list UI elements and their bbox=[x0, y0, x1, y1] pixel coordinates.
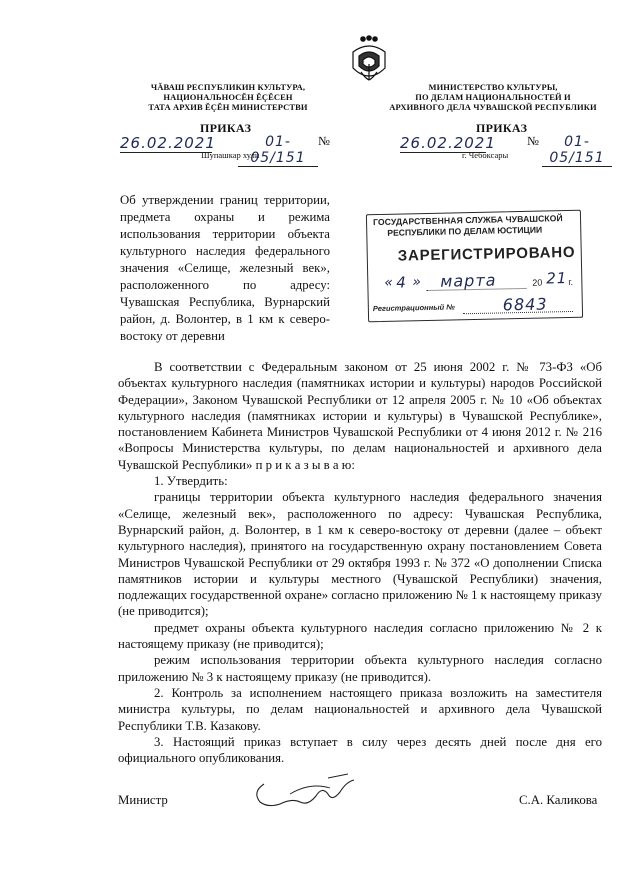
header-left-order-label: ПРИКАЗ bbox=[200, 121, 252, 135]
header-left-date: 26.02.2021 bbox=[120, 134, 216, 152]
body-item-1a: границы территории объекта культурного наследия федерального значения «Селище, железный век», расположенного по адресу: Чувашская Республика, Вурнарский район, д. Волонтер, в 1 км к северо-востоку от деревни (далее – объект культурного наследия), принятого на государственную охрану постановлением Совета Министров Чувашской Республики от 29 октября 1993 г. № 372 «О дополнении Списка памятников истории и культуры местного (Чувашской Республики) значения, подлежащих государственной охране» согласно приложению № 1 к настоящему приказу (не приводится); bbox=[118, 490, 602, 619]
stamp-line-1: ГОСУДАРСТВЕННАЯ СЛУЖБА ЧУВАШСКОЙ bbox=[372, 213, 563, 228]
header-left-date-line bbox=[120, 152, 212, 153]
stamp-reg-label: Регистрационный № bbox=[372, 302, 455, 314]
document-body bbox=[118, 359, 602, 766]
signature-name: С.А. Каликова bbox=[519, 793, 598, 807]
header-left-number-line bbox=[238, 166, 318, 167]
body-preamble: В соответствии с Федеральным законом от 25 июня 2002 г. № 73-ФЗ «Об объектах культурного наследия (памятниках истории и культуры) народов Российской Федерации», Законом Чувашской Республики от 12 апреля 2005 г. № 10 «Об объектах культурного наследия (памятниках истории и культуры) в Чувашской Республике», постановлением Кабинета Министров Чувашской Республики от 4 июня 2012 г. № 216 «Вопросы Министерства культуры, по делам национальностей и архивного дела Чувашской Республики» п р и к а з ы в а ю: bbox=[118, 360, 602, 472]
header-right-city: г. Чебоксары bbox=[462, 150, 509, 160]
stamp-year: 21 bbox=[546, 269, 568, 288]
header-left-number: 01-05/151 bbox=[250, 134, 306, 166]
body-item-1c: режим использования территории объекта культурного наследия согласно приложению № 3 к настоящему приказу (не приводится). bbox=[118, 653, 602, 684]
handwritten-signature bbox=[250, 772, 360, 817]
stamp-year-prefix: 20 bbox=[532, 277, 543, 288]
header-right-line-2: ПО ДЕЛАМ НАЦИОНАЛЬНОСТЕЙ И bbox=[415, 92, 571, 102]
registration-stamp bbox=[366, 210, 583, 322]
header-left-line-1: ЧĂВАШ РЕСПУБЛИКИН КУЛЬТУРА, bbox=[150, 82, 306, 92]
stamp-registration-row bbox=[372, 294, 578, 319]
header-right-org bbox=[378, 82, 608, 112]
header-left-line-3: ТАТА АРХИВ ĔÇĔН МИНИСТЕРСТВИ bbox=[148, 102, 308, 112]
header-right-number: 01-05/151 bbox=[549, 134, 605, 166]
header-right-number-sign: № bbox=[527, 134, 539, 148]
stamp-day: 4 bbox=[396, 273, 408, 292]
signature-position: Министр bbox=[118, 793, 168, 807]
header-right-line-1: МИНИСТЕРСТВО КУЛЬТУРЫ, bbox=[428, 82, 558, 92]
header-right-order-label: ПРИКАЗ bbox=[476, 121, 528, 135]
stamp-reg-number: 6843 bbox=[502, 294, 548, 315]
body-item-2: 2. Контроль за исполнением настоящего приказа возложить на заместителя министра культуры, по делам национальностей и архивного дела Чувашской Республики Т.В. Казакову. bbox=[118, 685, 602, 733]
stamp-title: ЗАРЕГИСТРИРОВАНО bbox=[397, 243, 576, 265]
header-left-city: Шупашкар хули bbox=[201, 150, 260, 160]
document-subject: Об утверждении границ территории, предмета охраны и режима использования территории объекта культурного наследия федерального значения «Селище, железный век», расположенного по адресу: Чувашская Республика, Вурнарский район, д. Волонтер, в 1 км к северо-востоку от деревни bbox=[120, 193, 330, 343]
header-left-line-2: НАЦИОНАЛЬНОСĔН ĔÇĔСЕН bbox=[163, 92, 293, 102]
chuvash-emblem-icon bbox=[345, 34, 393, 86]
stamp-line-2: РЕСПУБЛИКИ ПО ДЕЛАМ ЮСТИЦИИ bbox=[387, 224, 543, 238]
stamp-date-row: « 4 » марта 20 21 г. bbox=[384, 269, 574, 292]
header-right-number-line bbox=[542, 166, 612, 167]
body-item-1b: предмет охраны объекта культурного наследия согласно приложению № 2 к настоящему приказу (не приводится); bbox=[118, 620, 602, 652]
stamp-month: марта bbox=[440, 270, 497, 291]
header-left-number-sign: № bbox=[318, 134, 330, 148]
body-item-1: 1. Утвердить: bbox=[154, 474, 228, 489]
body-item-3: 3. Настоящий приказ вступает в силу через десять дней после дня его официального опубликования. bbox=[118, 734, 602, 766]
header-right-line-3: АРХИВНОГО ДЕЛА ЧУВАШСКОЙ РЕСПУБЛИКИ bbox=[389, 102, 597, 112]
header-right-date: 26.02.2021 bbox=[400, 134, 496, 152]
header-left-org bbox=[128, 82, 328, 112]
stamp-year-suffix: г. bbox=[568, 276, 574, 288]
